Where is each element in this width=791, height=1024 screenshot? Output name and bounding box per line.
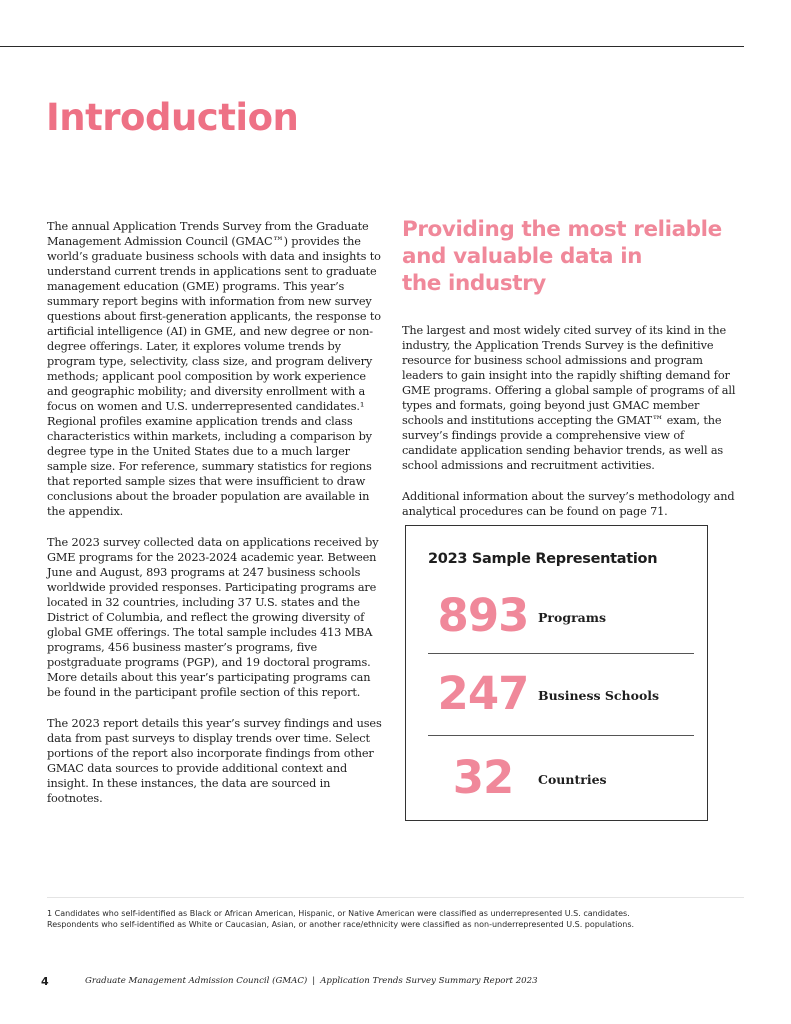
stat-divider xyxy=(428,735,694,736)
stat-value-business-schools: 247 xyxy=(437,667,529,720)
stat-value-countries: 32 xyxy=(452,751,514,804)
right-column xyxy=(402,216,738,535)
subheading-line-3: the industry xyxy=(402,271,546,296)
stat-label-business-schools: Business Schools xyxy=(538,688,660,703)
footnote-line-2: Respondents who self-identified as White or Caucasian, Asian, or another race/ethnicity were classified as non-underrepresented U.S. populations. xyxy=(47,920,635,929)
footer-separator: | xyxy=(312,976,316,986)
stat-value-programs: 893 xyxy=(437,589,529,642)
stat-label-programs: Programs xyxy=(538,610,607,625)
reliable-data-paragraph-2: Additional information about the survey’s methodology and analytical procedures can be found on page 71. xyxy=(402,490,735,518)
footnote-rule xyxy=(47,897,744,898)
footnote-line-1: 1 Candidates who self-identified as Black or African American, Hispanic, or Native American were classified as underrepresented U.S. candidates. xyxy=(47,909,630,918)
stat-row-countries xyxy=(428,751,694,829)
running-footer xyxy=(85,976,538,986)
stat-label-countries: Countries xyxy=(538,772,607,787)
footer-report-name: Application Trends Survey Summary Report 2023 xyxy=(320,976,538,986)
stat-row-programs xyxy=(428,589,694,667)
left-column xyxy=(47,219,387,822)
sample-representation-box xyxy=(405,525,708,821)
page-title: Introduction xyxy=(46,96,299,139)
intro-paragraph-3: The 2023 report details this year’s survey findings and uses data from past surveys to display trends over time. Select portions of the report also incorporate findings from other GMAC data sources to provide additional context and insight. In these instances, the data are sourced in footnotes. xyxy=(47,717,382,805)
footnote xyxy=(47,908,747,930)
footer-org-name: Graduate Management Admission Council (GMAC) xyxy=(85,976,308,986)
intro-paragraph-2: The 2023 survey collected data on applications received by GME programs for the 2023-2024 academic year. Between June and August, 893 programs at 247 business schools worldwide provided responses. Participating programs are located in 32 countries, including 37 U.S. states and the District of Columbia, and reflect the growing diversity of global GME offerings. The total sample includes 413 MBA programs, 456 business master’s programs, five postgraduate programs (PGP), and 19 doctoral programs. More details about this year’s participating programs can be found in the participant profile section of this report. xyxy=(47,536,379,699)
subheading-line-2: and valuable data in xyxy=(402,244,643,269)
stat-row-business-schools xyxy=(428,667,694,745)
reliable-data-paragraph-1: The largest and most widely cited survey of its kind in the industry, the Application Trends Survey is the definitive resource for business school admissions and program leaders to gain insight into the rapidly shifting demand for GME programs. Offering a global sample of programs of all types and formats, going beyond just GMAC member schools and institutions accepting the GMAT™ exam, the survey’s findings provide a comprehensive view of candidate application sending behavior trends, as well as school admissions and recruitment activities. xyxy=(402,324,736,472)
section-subheading xyxy=(402,216,738,297)
subheading-line-1: Providing the most reliable xyxy=(402,217,722,242)
intro-paragraph-1: The annual Application Trends Survey from the Graduate Management Admission Council (GMAC™) provides the world’s graduate business schools with data and insights to understand current trends in applications sent to graduate management education (GME) programs. This year’s summary report begins with information from new survey questions about first-generation applicants, the response to artificial intelligence (AI) in GME, and new degree or non-degree offerings. Later, it explores volume trends by program type, selectivity, class size, and program delivery methods; applicant pool composition by work experience and geographic mobility; and diversity enrollment with a focus on women and U.S. underrepresented candidates.¹ Regional profiles examine application trends and class characteristics within markets, including a comparison by degree type in the United States due to a much larger sample size. For reference, summary statistics for regions that reported sample sizes that were insufficient to draw conclusions about the broader population are available in the appendix. xyxy=(47,220,381,518)
page-number: 4 xyxy=(41,975,49,988)
stat-divider xyxy=(428,653,694,654)
sample-box-title: 2023 Sample Representation xyxy=(428,551,658,567)
top-rule xyxy=(0,46,744,47)
